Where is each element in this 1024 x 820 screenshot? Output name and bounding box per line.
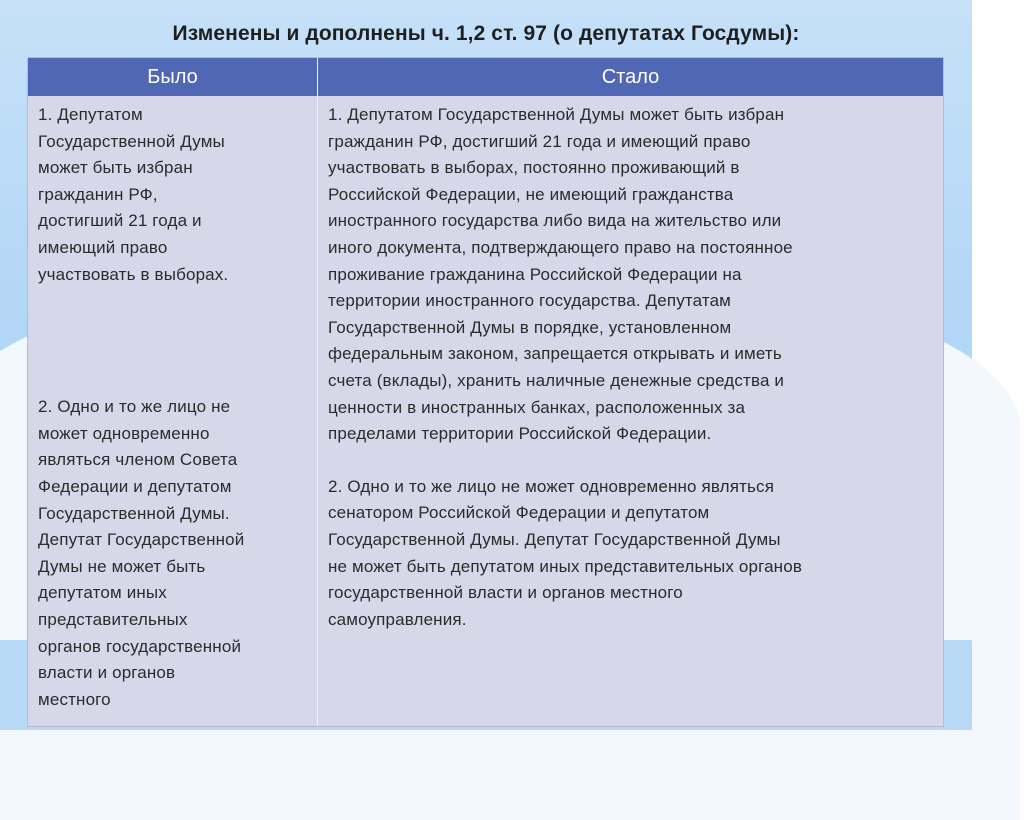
before-paragraph-2: 2. Одно и то же лицо не может одновременно являться членом Совета Федерации и депутатом Государственной Думы. Депутат Государственной Думы не может быть депутатом иных представительных органов государственной власти и органов местного	[38, 397, 245, 709]
cell-after	[328, 102, 938, 633]
column-divider	[317, 58, 318, 726]
after-paragraph-1: 1. Депутатом Государственной Думы может быть избран гражданин РФ, достигший 21 года и имеющий право участвовать в выборах, постоянно проживающий в Российской Федерации, не имеющий гражданства иностранного государства либо вида на жительство или иного документа, подтверждающего право на постоянное проживание гражданина Российской Федерации на территории иностранного государства. Депутатам Государственной Думы в порядке, установленном федеральным законом, запрещается открывать и иметь счета (вклады), хранить наличные денежные средства и ценности в иностранных банках, расположенных за пределами территории Российской Федерации.	[328, 105, 793, 444]
before-paragraph-1: 1. Депутатом Государственной Думы может быть избран гражданин РФ, достигший 21 года и имеющий право участвовать в выборах.	[38, 105, 229, 284]
cell-before	[38, 102, 314, 713]
slide-title: Изменены и дополнены ч. 1,2 ст. 97 (о депутатах Госдумы):	[172, 22, 800, 45]
after-paragraph-2: 2. Одно и то же лицо не может одновременно являться сенатором Российской Федерации и депутатом Государственной Думы. Депутат Государственной Думы не может быть депутатом иных представительных органов государственной власти и органов местного самоуправления.	[328, 476, 802, 629]
header-after: Стало	[318, 58, 943, 96]
header-before: Было	[28, 58, 317, 96]
comparison-table	[27, 57, 944, 727]
